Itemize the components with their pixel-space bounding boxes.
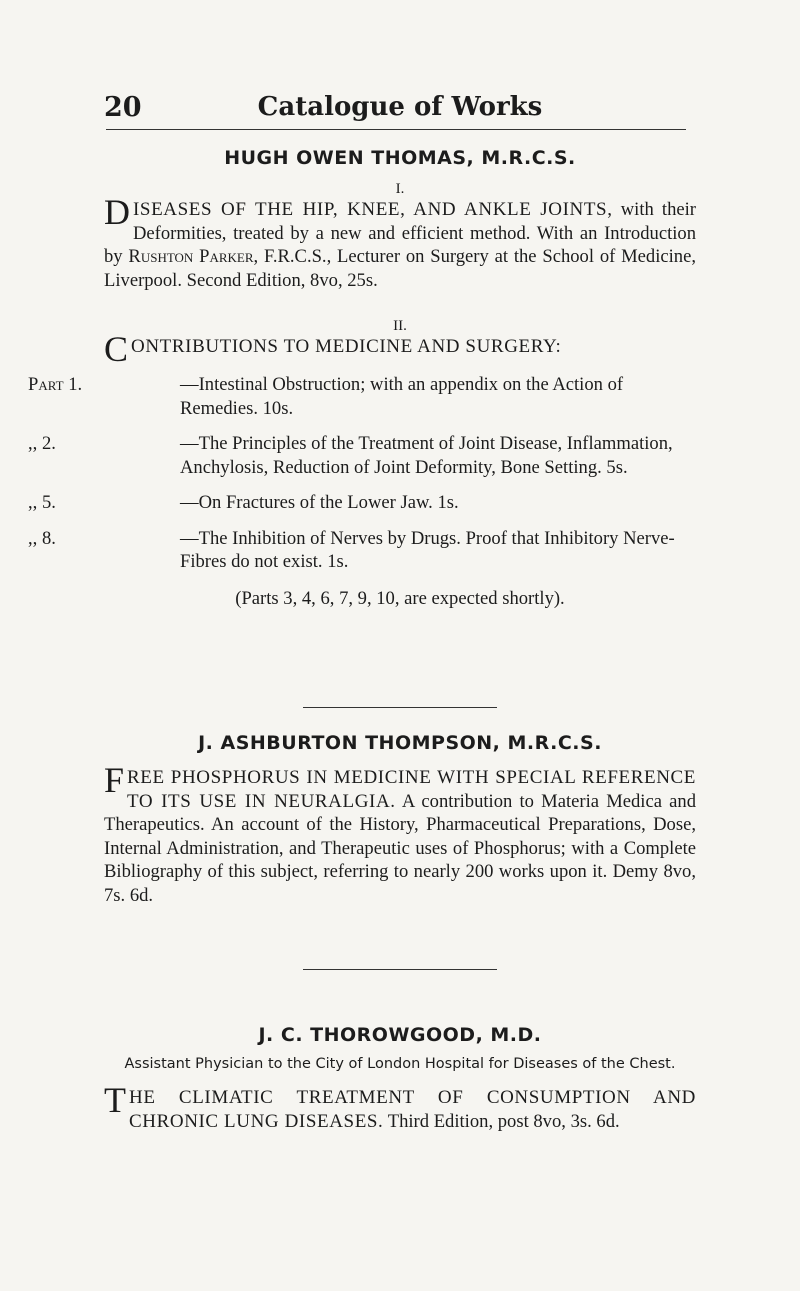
work-entry	[104, 329, 696, 369]
work-numeral: I.	[395, 181, 405, 197]
part-number: 8.	[41, 527, 56, 549]
drop-cap: C	[104, 329, 129, 369]
part-number: 5.	[41, 492, 56, 513]
part-text: —The Inhibition of Nerves by Drugs. Proof that Inhibitory Nerve-Fibres do not exist. 1s.	[180, 527, 675, 572]
entry-ashburton-thompson	[104, 732, 696, 907]
part-number: 1.	[68, 374, 83, 395]
section-divider	[303, 707, 497, 708]
work-title: HE CLIMATIC TREATMENT OF CONSUMPTION AND CHRONIC LUNG DISEASES.	[129, 1087, 696, 1132]
section-divider	[303, 969, 497, 970]
work-title: ONTRIBUTIONS TO MEDICINE AND SURGERY:	[131, 336, 562, 357]
part-text: —On Fractures of the Lower Jaw. 1s.	[180, 492, 459, 513]
drop-cap: T	[104, 1080, 126, 1120]
work-description: with their Deformities, treated by a new and efficient method. With an Introduction by	[104, 199, 696, 267]
author-name: HUGH OWEN THOMAS, M.R.C.S.	[224, 147, 576, 169]
introducer-name: Rushton Parker	[128, 246, 254, 267]
part-item	[28, 491, 696, 515]
author-name: J. ASHBURTON THOMPSON, M.R.C.S.	[198, 732, 602, 754]
page-header	[104, 92, 696, 132]
author-subtitle: Assistant Physician to the City of London Hospital for Diseases of the Chest.	[124, 1056, 676, 1072]
part-item	[28, 432, 696, 479]
work-numeral: II.	[393, 318, 407, 334]
author-name: J. C. THOROWGOOD, M.D.	[258, 1024, 542, 1046]
part-label: Part	[28, 374, 64, 395]
work-description-end: , F.R.C.S., Lecturer on Surgery at the School of Medicine, Liverpool. Second Edition, 8vo, 25s.	[104, 246, 696, 291]
entry-thorowgood	[104, 1024, 696, 1133]
work-entry	[104, 760, 696, 907]
page-number: 20	[104, 92, 142, 123]
work-entry	[104, 1080, 696, 1133]
parts-note: (Parts 3, 4, 6, 7, 9, 10, are expected shortly).	[235, 587, 565, 609]
work-description: Third Edition, post 8vo, 3s. 6d.	[387, 1110, 620, 1132]
part-text: —The Principles of the Treatment of Joint Disease, Inflammation, Anchylosis, Reduction of Joint Deformity, Bone Setting. 5s.	[180, 433, 673, 478]
part-item	[28, 527, 696, 574]
part-item	[28, 373, 696, 420]
part-label: ,,	[28, 527, 38, 549]
part-text: —Intestinal Obstruction; with an appendix on the Action of Remedies. 10s.	[180, 374, 624, 419]
entry-hugh-owen-thomas	[28, 147, 696, 610]
work-title: ISEASES OF THE HIP, KNEE, AND ANKLE JOINTS,	[133, 199, 613, 220]
work-description: A contribution to Materia Medica and Therapeutics. An account of the History, Pharmaceutical Preparations, Dose, Internal Administration, and Therapeutic uses of Phosphorus; with a Complete Bibliography of this subject, referring to nearly 200 works upon it. Demy 8vo, 7s. 6d.	[104, 790, 696, 906]
work-title: REE PHOSPHORUS IN MEDICINE WITH SPECIAL REFERENCE TO ITS USE IN NEURALGIA.	[127, 767, 696, 812]
part-number: 2.	[41, 433, 56, 454]
part-label: ,,	[28, 433, 38, 454]
header-rule	[106, 129, 686, 130]
work-entry	[104, 192, 696, 292]
running-title: Catalogue of Works	[257, 92, 543, 122]
drop-cap: D	[104, 192, 130, 232]
drop-cap: F	[104, 760, 125, 800]
part-label: ,,	[28, 492, 38, 513]
